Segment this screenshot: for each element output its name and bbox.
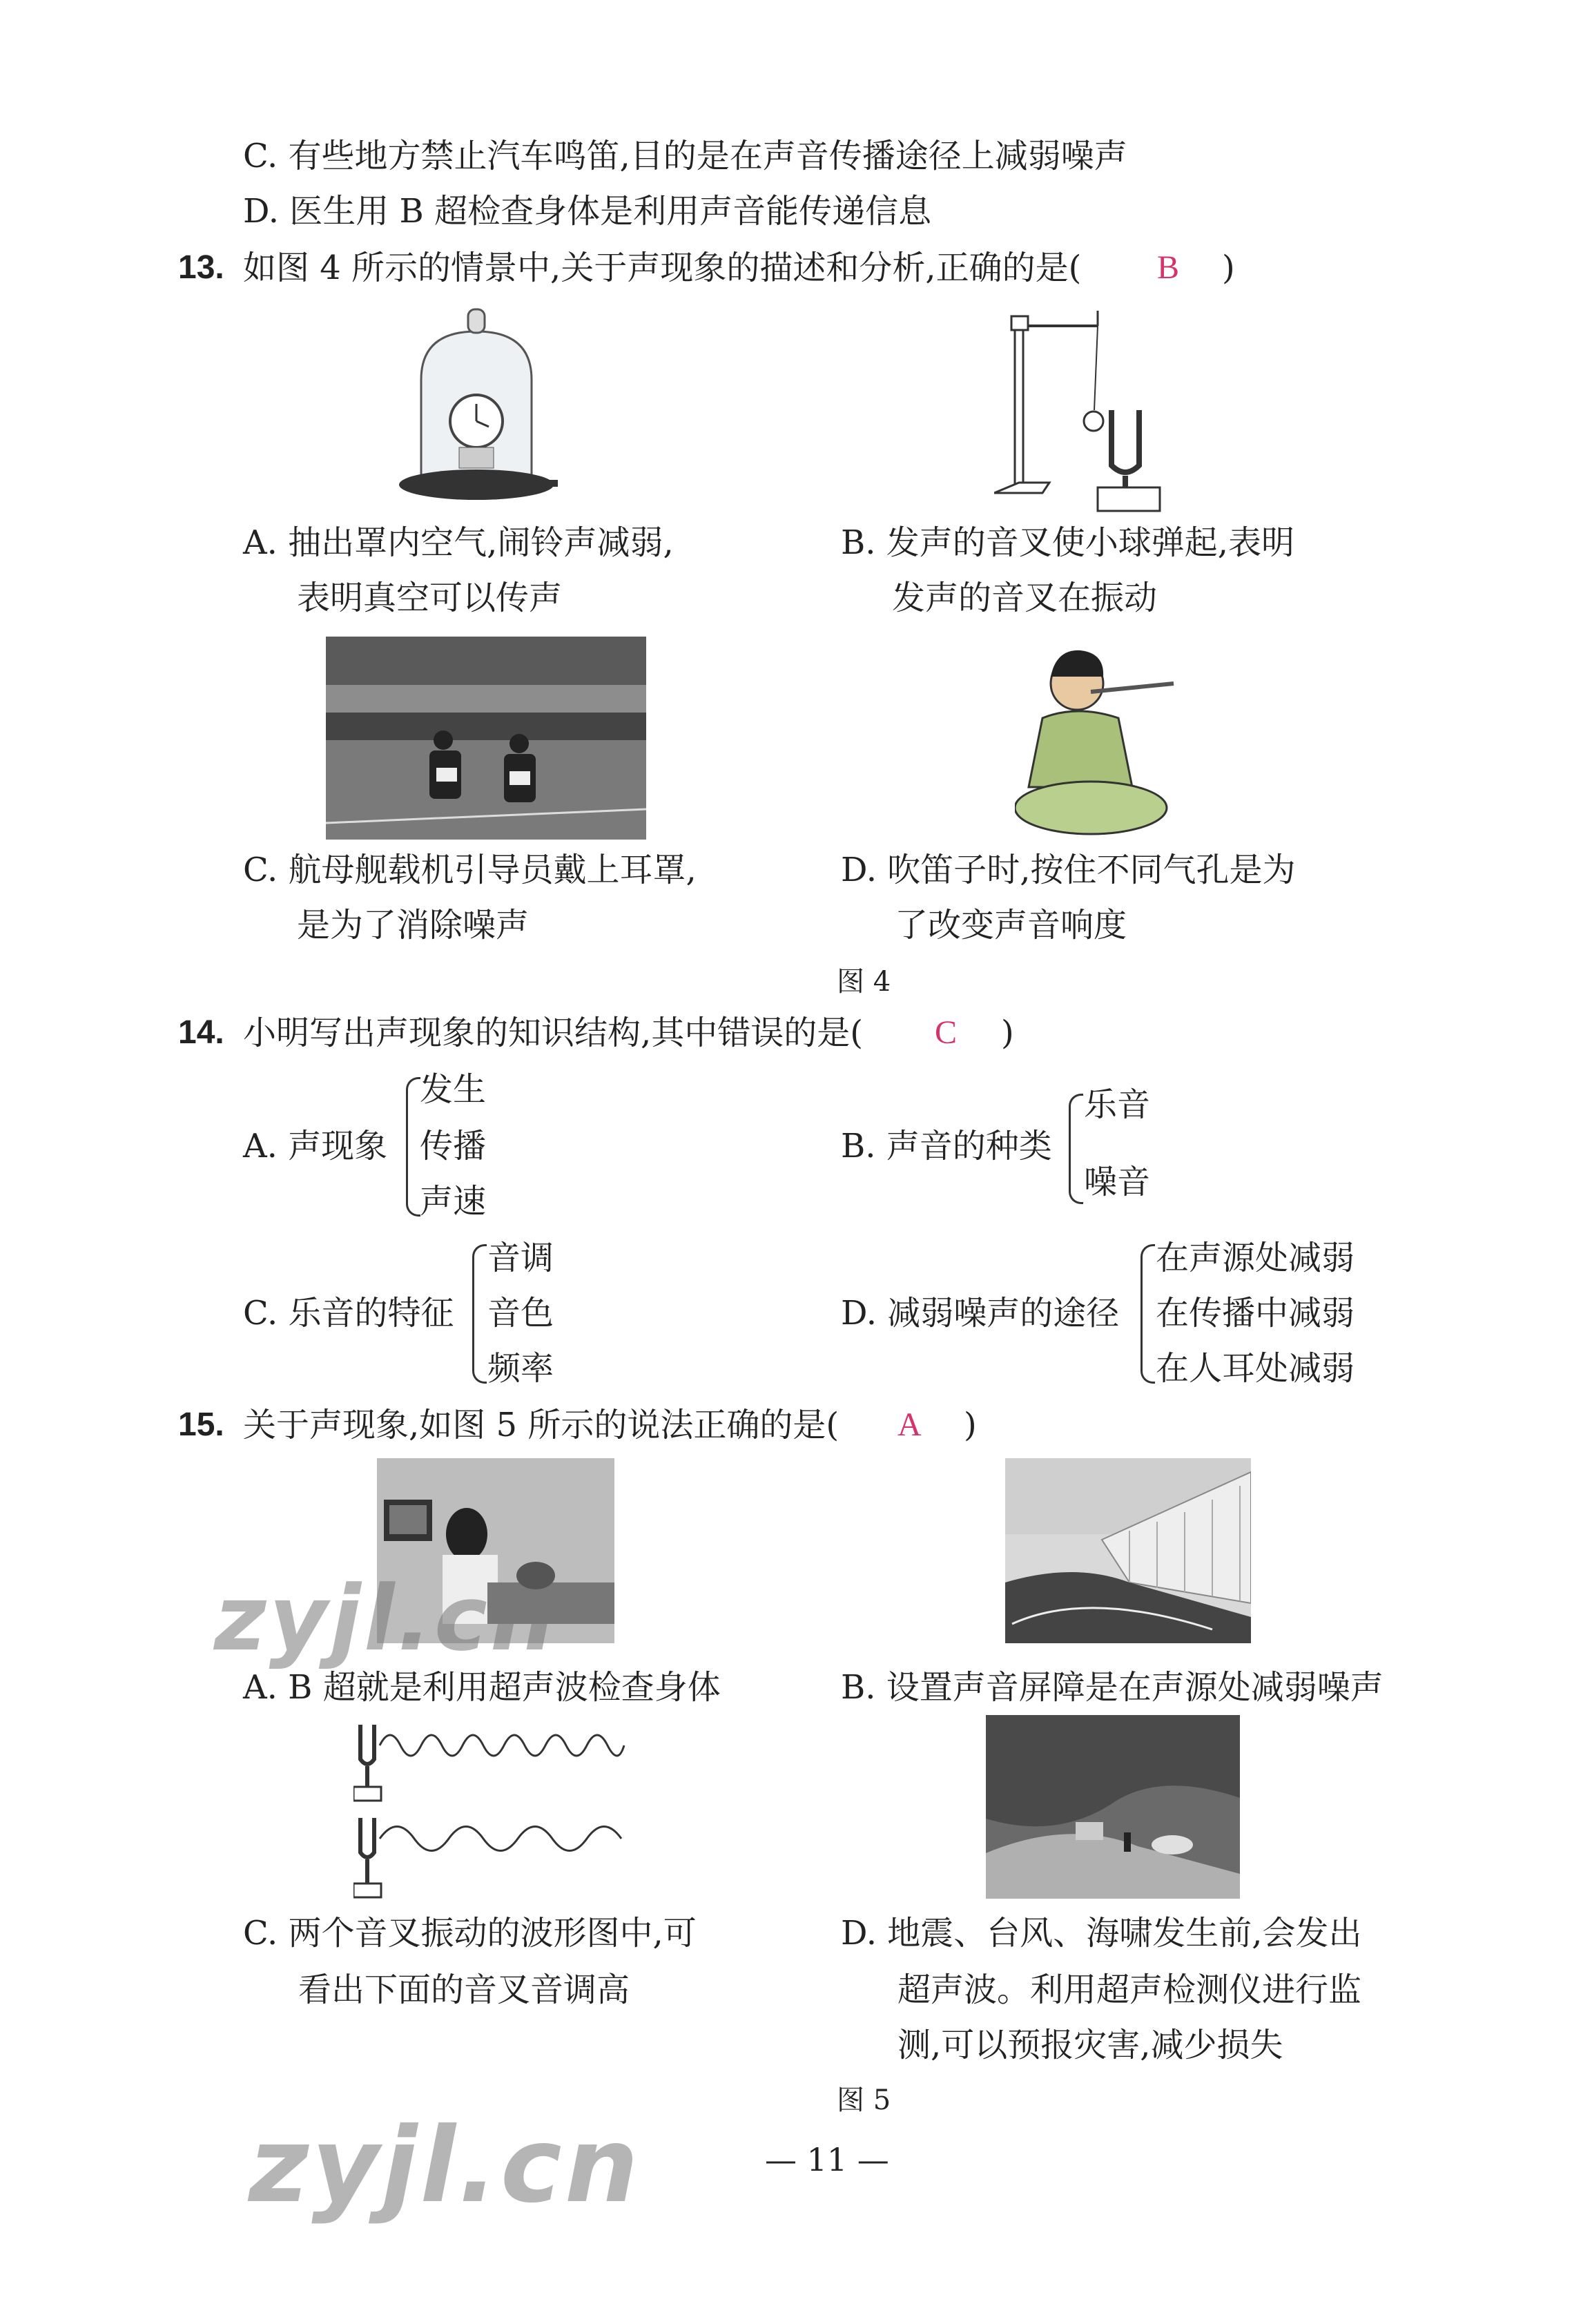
q13-option-a-line2: 表明真空可以传声 [297,579,563,617]
q13-answer: B [1157,249,1180,286]
q12-option-c: C. 有些地方禁止汽车鸣笛,目的是在声音传播途径上减弱噪声 [243,137,1127,175]
q14-d-item: 在声源处减弱 [1156,1239,1355,1277]
q14-stem: 小明写出声现象的知识结构,其中错误的是( [243,1014,863,1052]
q15-option-b: B. 设置声音屏障是在声源处减弱噪声 [841,1668,1384,1707]
q14-d-item: 在传播中减弱 [1156,1294,1355,1333]
q15-option-a: A. B 超就是利用超声波检查身体 [243,1668,721,1707]
sound-barrier-photo [1005,1458,1251,1643]
q13-option-d-line2: 了改变声音响度 [895,906,1127,945]
q13-option-a-line1: A. 抽出罩内空气,闹铃声减弱, [243,523,674,562]
q14-d-item: 在人耳处减弱 [1156,1349,1355,1388]
q14-d-brace [1140,1244,1155,1384]
q14-b-item: 乐音 [1084,1085,1151,1124]
bell-jar-image [394,304,559,511]
q14-b-brace [1069,1094,1083,1204]
q14-number: 14. [178,1014,224,1051]
page-number: — 11 — [765,2141,889,2178]
q14-a-brace [406,1077,420,1217]
landslide-monitoring-photo [986,1715,1240,1899]
q15-option-c-line2: 看出下面的音叉音调高 [298,1970,630,2009]
q14-close-paren: ) [1001,1014,1014,1052]
q15-answer: A [897,1406,922,1443]
q15-option-d-line3: 测,可以预报灾害,减少损失 [897,2026,1283,2064]
q15-option-c-line1: C. 两个音叉振动的波形图中,可 [243,1914,697,1953]
tuning-fork-pendulum-image [994,307,1201,514]
q14-a-item: 传播 [420,1127,487,1165]
q15-stem: 关于声现象,如图 5 所示的说法正确的是( [243,1406,839,1444]
q14-c-item: 音调 [487,1239,554,1277]
q14-c-label: C. 乐音的特征 [243,1294,454,1333]
q14-d-label: D. 减弱噪声的途径 [841,1294,1120,1333]
q14-answer: C [935,1014,958,1051]
q14-b-item: 噪音 [1084,1163,1151,1201]
figure-4-caption: 图 4 [837,966,891,998]
q12-option-d: D. 医生用 B 超检查身体是利用声音能传递信息 [243,192,932,231]
q15-close-paren: ) [964,1406,977,1444]
q13-option-b-line1: B. 发声的音叉使小球弹起,表明 [841,523,1295,562]
q14-b-label: B. 声音的种类 [841,1127,1052,1165]
q14-a-label: A. 声现象 [243,1127,388,1165]
q14-c-item: 频率 [487,1349,554,1388]
q13-close-paren: ) [1222,249,1235,287]
aircraft-carrier-crew-photo [326,637,646,840]
q13-stem: 如图 4 所示的情景中,关于声现象的描述和分析,正确的是( [243,249,1082,287]
q14-c-item: 音色 [487,1294,554,1333]
flute-player-image [1015,635,1181,842]
q14-a-item: 发生 [420,1070,487,1109]
q15-option-d-line2: 超声波。利用超声检测仪进行监 [897,1970,1362,2009]
q13-number: 13. [178,249,224,286]
figure-5-caption: 图 5 [837,2084,891,2116]
q14-a-item: 声速 [420,1182,487,1221]
tuning-fork-waveforms-image [353,1718,630,1911]
q15-number: 15. [178,1406,224,1443]
q15-option-d-line1: D. 地震、台风、海啸发生前,会发出 [841,1914,1362,1953]
q13-option-c-line2: 是为了消除噪声 [297,906,530,945]
watermark: zyjl.cn [249,2106,641,2226]
q13-option-d-line1: D. 吹笛子时,按住不同气孔是为 [841,851,1296,889]
q13-option-b-line2: 发声的音叉在振动 [892,579,1158,617]
watermark: zyjl.cn [214,1566,557,1671]
q13-option-c-line1: C. 航母舰载机引导员戴上耳罩, [243,851,697,889]
q14-c-brace [472,1244,487,1384]
